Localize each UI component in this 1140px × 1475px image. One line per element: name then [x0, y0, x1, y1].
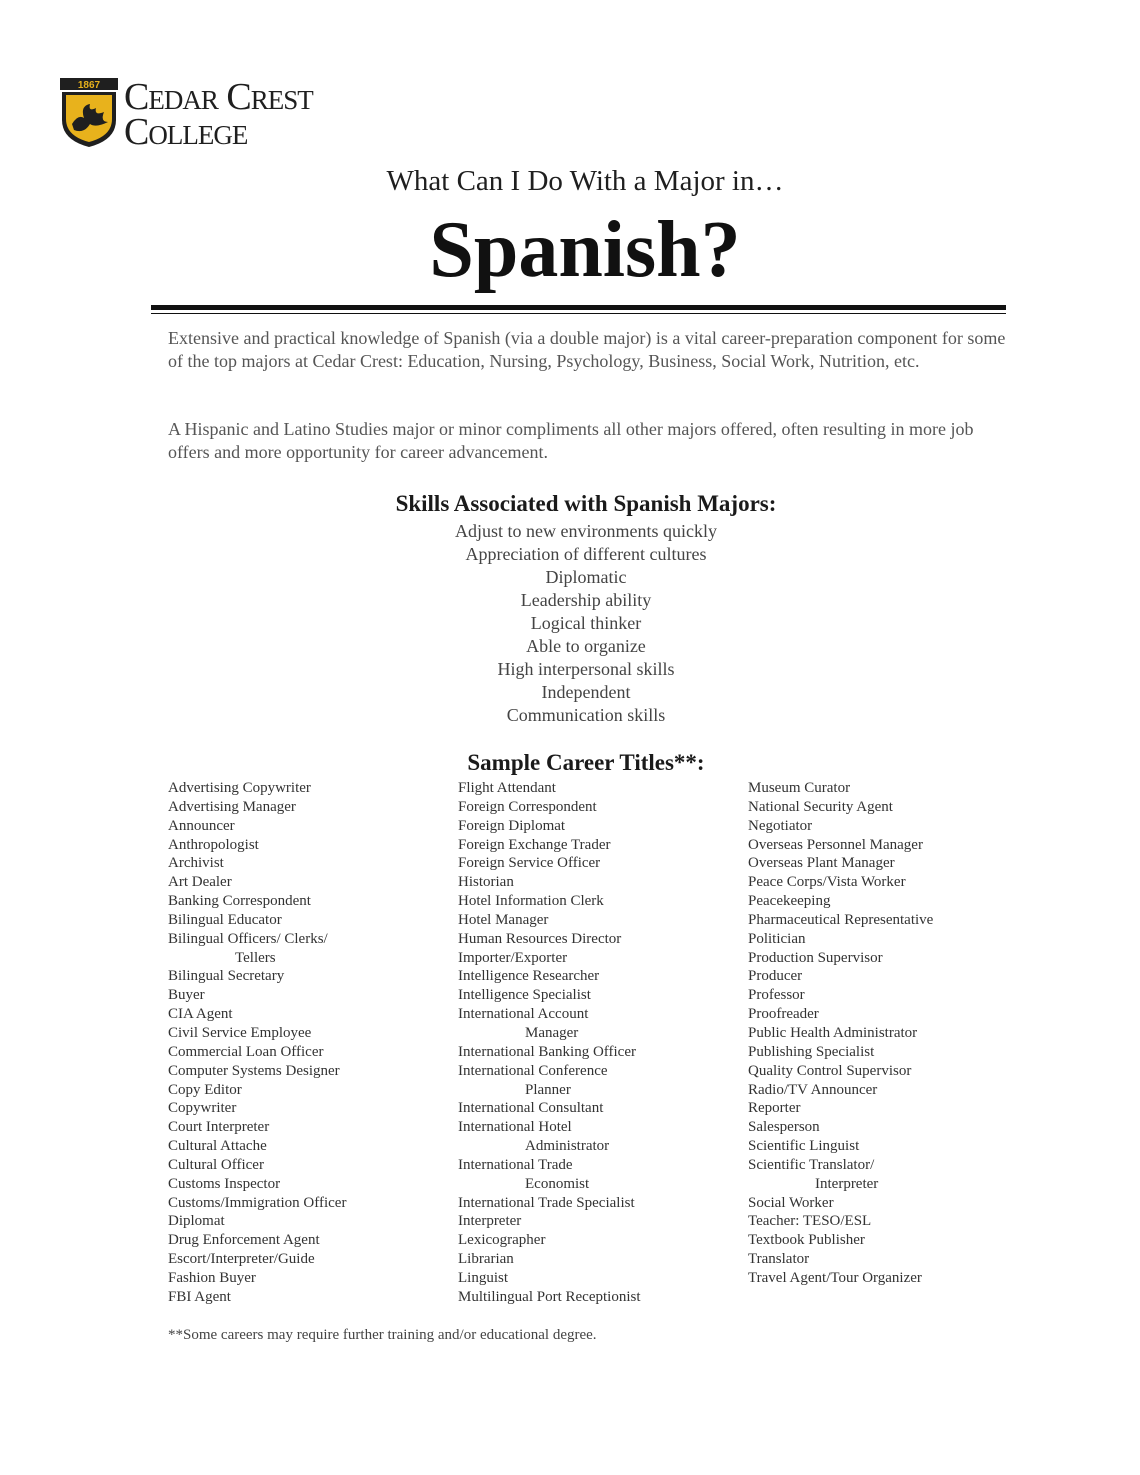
skill-item: Diplomatic — [545, 567, 627, 587]
page-title: Spanish? — [429, 206, 741, 294]
skill-item: Able to organize — [526, 636, 646, 656]
career-item: Overseas Plant Manager — [748, 855, 895, 872]
skill-item: Communication skills — [506, 705, 666, 725]
title-divider-thin — [151, 313, 1006, 314]
career-item: Foreign Correspondent — [458, 798, 597, 815]
career-item-continuation: Administrator — [525, 1138, 610, 1155]
career-item: FBI Agent — [168, 1288, 231, 1305]
career-item: Civil Service Employee — [168, 1024, 312, 1041]
career-item: CIA Agent — [168, 1006, 233, 1023]
career-item: Intelligence Researcher — [458, 968, 600, 985]
career-item: Bilingual Officers/ Clerks/ — [168, 930, 328, 947]
career-item: Textbook Publisher — [748, 1232, 865, 1249]
career-item: Teacher: TESO/ESL — [748, 1213, 872, 1230]
career-item: Interpreter — [458, 1213, 522, 1230]
skills-heading: Skills Associated with Spanish Majors: — [395, 491, 777, 516]
career-item: Travel Agent/Tour Organizer — [748, 1269, 922, 1286]
career-item: National Security Agent — [748, 798, 893, 815]
career-item: Historian — [458, 874, 514, 891]
logo-line-2: College — [124, 111, 248, 153]
career-item: Diplomat — [168, 1213, 225, 1230]
career-item: Banking Correspondent — [168, 893, 311, 910]
career-item: Social Worker — [748, 1194, 834, 1211]
career-item: Producer — [748, 968, 803, 985]
career-item: Cultural Officer — [168, 1156, 264, 1173]
skill-item: Logical thinker — [530, 613, 642, 633]
career-item-continuation: Interpreter — [815, 1175, 879, 1192]
career-item: Foreign Service Officer — [458, 855, 601, 872]
career-item: International Consultant — [458, 1100, 604, 1117]
career-item: International Trade Specialist — [458, 1194, 635, 1211]
career-column-1 — [168, 779, 346, 1307]
career-column-2 — [458, 779, 641, 1307]
career-item: Archivist — [168, 855, 224, 872]
career-item: Linguist — [458, 1269, 509, 1286]
career-item: International Conference — [458, 1062, 608, 1079]
career-item: Buyer — [168, 987, 205, 1004]
career-item-continuation: Tellers — [235, 949, 276, 966]
career-item: Advertising Copywriter — [168, 780, 311, 796]
career-item: Peace Corps/Vista Worker — [748, 874, 906, 891]
career-item: Customs/Immigration Officer — [168, 1194, 347, 1211]
intro-paragraph-2: A Hispanic and Latino Studies major or minor compliments all other majors offered, often resulting in more job offers and more opportunity for career advancement. — [168, 419, 974, 462]
career-item: Scientific Translator/ — [748, 1156, 875, 1173]
career-item-continuation: Planner — [525, 1081, 571, 1098]
career-item: Copy Editor — [168, 1081, 242, 1098]
skill-item: Leadership ability — [520, 590, 652, 610]
career-item: Flight Attendant — [458, 780, 556, 796]
careers-heading: Sample Career Titles**: — [467, 750, 705, 775]
career-item: Multilingual Port Receptionist — [458, 1288, 641, 1305]
career-item: Computer Systems Designer — [168, 1062, 340, 1079]
career-item: Intelligence Specialist — [458, 987, 591, 1004]
career-column-3 — [748, 779, 933, 1288]
career-item: Fashion Buyer — [168, 1269, 256, 1286]
logo-year: 1867 — [77, 80, 101, 91]
career-item: International Hotel — [458, 1119, 572, 1136]
career-item: Radio/TV Announcer — [748, 1081, 878, 1098]
career-item: Pharmaceutical Representative — [748, 911, 934, 928]
footnote: **Some careers may require further training and/or educational degree. — [168, 1327, 597, 1343]
career-item: Production Supervisor — [748, 949, 883, 966]
career-item: Overseas Personnel Manager — [748, 836, 923, 853]
career-item: Publishing Specialist — [748, 1043, 875, 1060]
career-item: Salesperson — [748, 1119, 820, 1136]
career-item: Professor — [748, 987, 805, 1004]
career-item: Hotel Manager — [458, 911, 549, 928]
title-divider-thick — [151, 305, 1006, 310]
college-logo — [60, 76, 313, 153]
career-item: Drug Enforcement Agent — [168, 1232, 320, 1249]
career-item: Scientific Linguist — [748, 1138, 860, 1155]
skill-item: Independent — [541, 682, 631, 702]
career-item: Reporter — [748, 1100, 801, 1117]
skills-list — [0, 520, 1140, 727]
skill-item: High interpersonal skills — [497, 659, 675, 679]
career-item: Customs Inspector — [168, 1175, 281, 1192]
intro-paragraph-1: Extensive and practical knowledge of Spanish (via a double major) is a vital career-preparation component for some of the top majors at Cedar Crest: Education, Nursing, Psychology, Business, Social Work, Nutrition, etc. — [168, 328, 1006, 371]
pretitle: What Can I Do With a Major in… — [386, 165, 784, 197]
career-item: Lexicographer — [458, 1232, 546, 1249]
career-item-continuation: Manager — [525, 1024, 579, 1041]
career-item: Cultural Attache — [168, 1138, 267, 1155]
career-item: Advertising Manager — [168, 798, 296, 815]
career-item: Librarian — [458, 1251, 514, 1268]
career-item: Museum Curator — [748, 780, 851, 796]
career-item: Politician — [748, 930, 806, 947]
career-item: Bilingual Secretary — [168, 968, 285, 985]
career-item: Escort/Interpreter/Guide — [168, 1251, 315, 1268]
career-item: Commercial Loan Officer — [168, 1043, 324, 1060]
career-item: Hotel Information Clerk — [458, 893, 604, 910]
logo-line-1: Cedar Crest — [124, 76, 313, 118]
career-item: Negotiator — [748, 817, 813, 834]
skill-item: Appreciation of different cultures — [465, 544, 707, 564]
career-item: Art Dealer — [168, 874, 232, 891]
shield-crest-icon — [60, 78, 118, 148]
career-item: Quality Control Supervisor — [748, 1062, 912, 1079]
career-item-continuation: Economist — [525, 1175, 590, 1192]
career-item: International Banking Officer — [458, 1043, 636, 1060]
career-item: Human Resources Director — [458, 930, 622, 947]
career-item: Translator — [748, 1251, 810, 1268]
career-item: Bilingual Educator — [168, 911, 282, 928]
career-item: Copywriter — [168, 1100, 237, 1117]
career-item: Announcer — [168, 817, 235, 834]
skill-item: Adjust to new environments quickly — [455, 521, 717, 541]
career-item: Peacekeeping — [748, 893, 831, 910]
career-item: Proofreader — [748, 1006, 819, 1023]
career-item: International Trade — [458, 1156, 573, 1173]
career-item: Court Interpreter — [168, 1119, 270, 1136]
career-item: Foreign Exchange Trader — [458, 836, 611, 853]
career-item: Foreign Diplomat — [458, 817, 566, 834]
career-item: Anthropologist — [168, 836, 259, 853]
career-item: International Account — [458, 1006, 589, 1023]
career-item: Importer/Exporter — [458, 949, 568, 966]
career-item: Public Health Administrator — [748, 1024, 918, 1041]
